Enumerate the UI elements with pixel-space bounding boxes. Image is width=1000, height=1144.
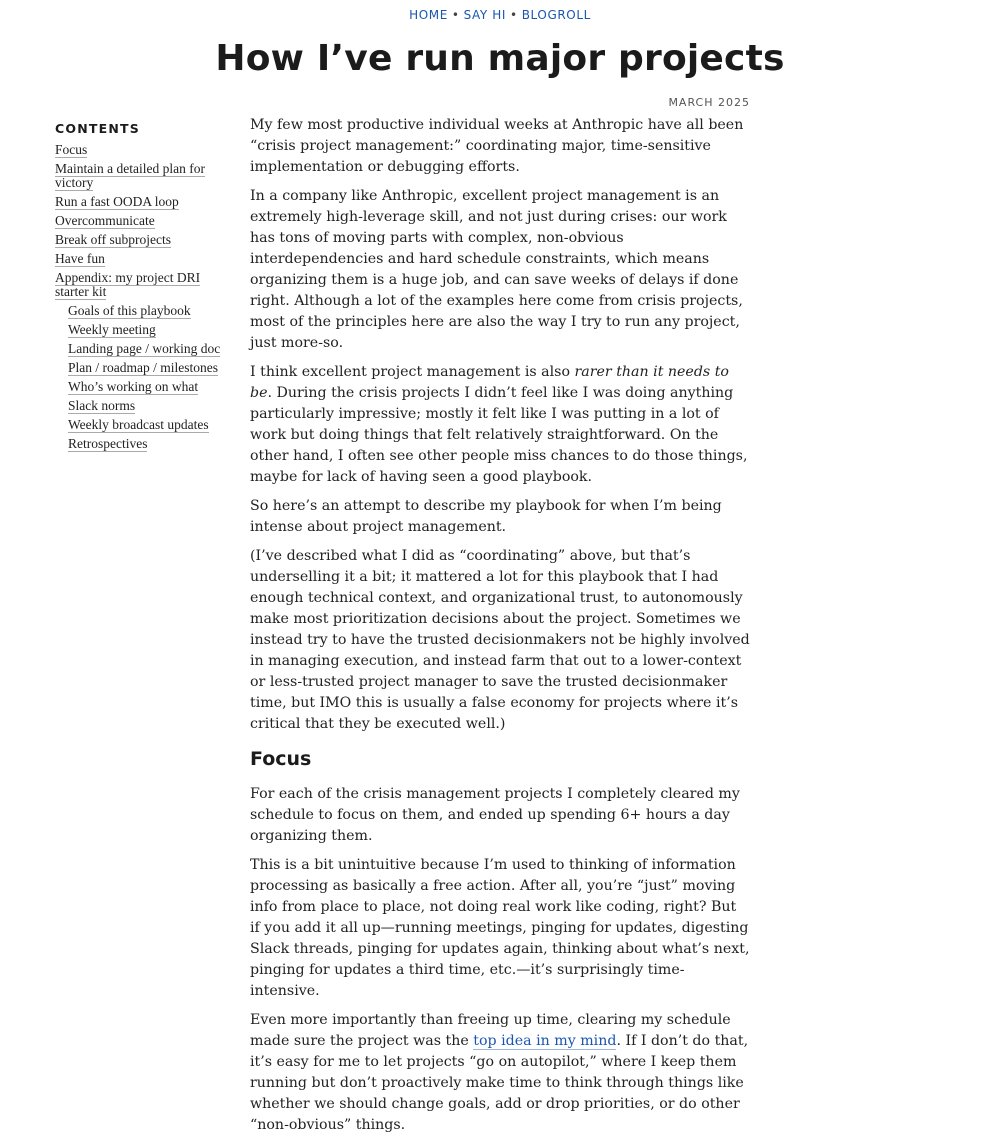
post-date: MARCH 2025 — [668, 96, 750, 109]
toc-link-landing-page[interactable]: Landing page / working doc — [68, 341, 221, 356]
top-idea-link[interactable]: top idea in my mind — [473, 1033, 617, 1049]
paragraph-text: I think excellent project management is also — [250, 364, 575, 380]
section-heading-focus: Focus — [250, 748, 312, 770]
toc-subitem — [68, 418, 225, 432]
toc-link-broadcast-updates[interactable]: Weekly broadcast updates — [68, 417, 209, 432]
toc-item — [55, 162, 225, 190]
nav-blogroll-link[interactable]: BLOGROLL — [521, 8, 591, 22]
paragraph: (I’ve described what I did as “coordinating” above, but that’s underselling it a bit; it mattered a lot for this playbook that I had enough technical context, and organizational trust, to autonomously make most prioritization decisions about the project. Sometimes we instead try to have the trusted decisionmakers not be highly involved in managing execution, and instead farm that out to a lower-context or less-trusted project manager to save the trusted decisionmaker time, but IMO this is usually a false economy for projects where it’s critical that they be executed well.) — [250, 548, 750, 732]
toc-subitem — [68, 342, 225, 356]
nav-separator: • — [510, 8, 518, 22]
nav-separator: • — [451, 8, 460, 22]
toc-link-goals[interactable]: Goals of this playbook — [68, 303, 191, 318]
toc-subitem — [68, 399, 225, 413]
toc-item — [55, 214, 225, 228]
nav-home-link[interactable]: HOME — [409, 8, 448, 22]
top-nav — [0, 8, 1000, 22]
toc-subitem — [68, 380, 225, 394]
toc-link-subprojects[interactable]: Break off subprojects — [55, 232, 171, 247]
emphasis-text: rarer than it needs to be — [250, 364, 729, 401]
toc-link-slack-norms[interactable]: Slack norms — [68, 398, 136, 413]
paragraph-text: . During the crisis projects I didn’t feel like I was doing anything particularly impressive; mostly it felt like I was putting in a lot of work but doing things that felt relatively straightforward. On the other hand, I often see other people miss chances to do those things, maybe for lack of having seen a good playbook. — [250, 385, 748, 485]
paragraph: So here’s an attempt to describe my playbook for when I’m being intense about project management. — [250, 498, 722, 535]
nav-say-hi-link[interactable]: SAY HI — [463, 8, 507, 22]
toc-link-overcommunicate[interactable]: Overcommunicate — [55, 213, 155, 228]
table-of-contents — [55, 121, 225, 456]
toc-link-plan-for-victory[interactable]: Maintain a detailed plan for victory — [55, 161, 205, 190]
toc-link-weekly-meeting[interactable]: Weekly meeting — [68, 322, 156, 337]
toc-link-appendix[interactable]: Appendix: my project DRI starter kit — [55, 270, 201, 299]
toc-link-have-fun[interactable]: Have fun — [55, 251, 105, 266]
page-title: How I’ve run major projects — [215, 38, 785, 79]
toc-heading: CONTENTS — [55, 121, 140, 136]
article-body — [250, 115, 750, 1144]
toc-item — [55, 195, 225, 209]
toc-link-focus[interactable]: Focus — [55, 142, 88, 157]
toc-item — [55, 143, 225, 157]
paragraph: This is a bit unintuitive because I’m used to thinking of information processing as basically a free action. After all, you’re “just” moving info from place to place, not doing real work like coding, right? But if you add it all up—running meetings, pinging for updates, digesting Slack threads, pinging for updates again, thinking about what’s next, pinging for updates a third time, etc.—it’s surprisingly time-intensive. — [250, 857, 750, 999]
paragraph: My few most productive individual weeks at Anthropic have all been “crisis project management:” coordinating major, time-sensitive implementation or debugging efforts. — [250, 117, 744, 175]
paragraph — [250, 362, 750, 488]
paragraph-text: Even more importantly than freeing up time, clearing my schedule made sure the project was the — [250, 1012, 731, 1049]
toc-item — [55, 271, 225, 299]
toc-item — [55, 252, 225, 266]
toc-subitem — [68, 304, 225, 318]
toc-subitem — [68, 323, 225, 337]
paragraph: In a company like Anthropic, excellent project management is an extremely high-leverage skill, and not just during crises: our work has tons of moving parts with complex, non-obvious interdependencies and hard schedule constraints, which means organizing them is a huge job, and can save weeks of delays if done right. Although a lot of the examples here come from crisis projects, most of the principles here are also the way I try to run any project, just more-so. — [250, 188, 743, 351]
toc-subitem — [68, 437, 225, 451]
paragraph: For each of the crisis management projects I completely cleared my schedule to focus on them, and ended up spending 6+ hours a day organizing them. — [250, 786, 740, 844]
toc-link-roadmap[interactable]: Plan / roadmap / milestones — [68, 360, 218, 375]
toc-link-ooda-loop[interactable]: Run a fast OODA loop — [55, 194, 179, 209]
paragraph — [250, 1010, 750, 1136]
paragraph-text: . If I don’t do that, it’s easy for me to let projects “go on autopilot,” where I keep them running but don’t proactively make time to think through things like whether we should change goals, add or drop priorities, or do other “non-obvious” things. — [250, 1033, 749, 1133]
toc-item — [55, 233, 225, 247]
toc-link-whos-working[interactable]: Who’s working on what — [68, 379, 199, 394]
toc-link-retrospectives[interactable]: Retrospectives — [68, 436, 148, 451]
toc-subitem — [68, 361, 225, 375]
